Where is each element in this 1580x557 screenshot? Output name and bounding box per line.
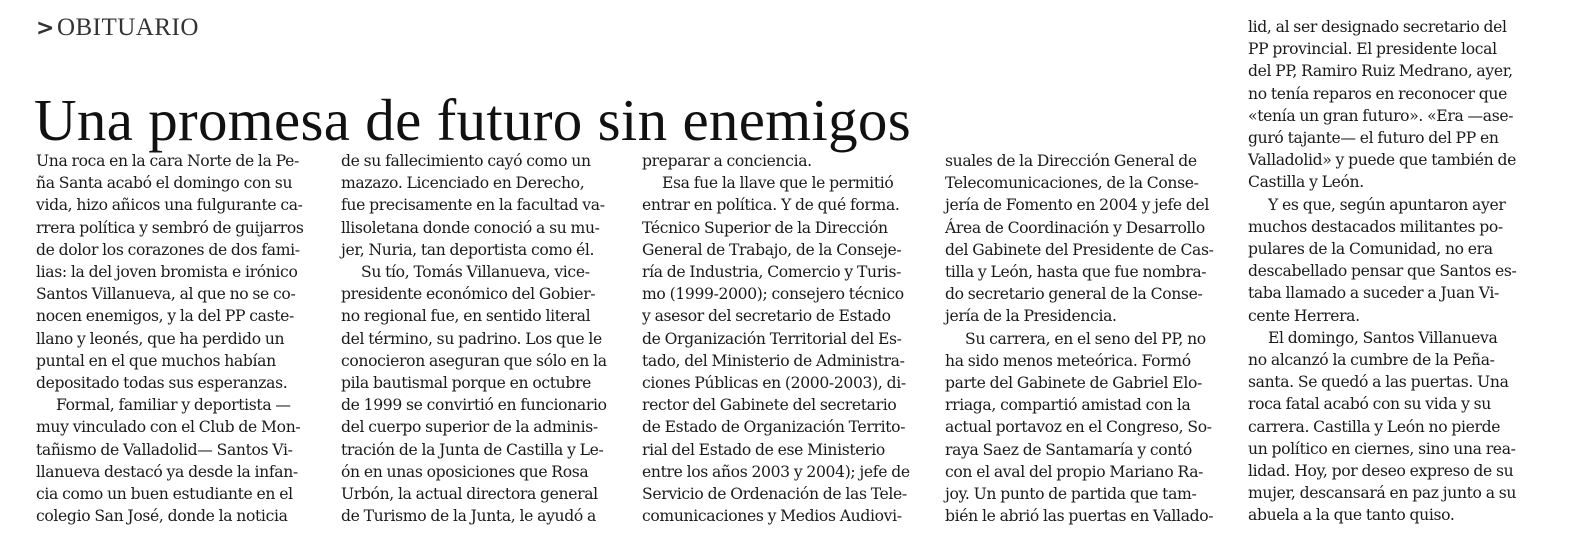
text-line: ría de Industria, Comercio y Turis- [642, 263, 902, 282]
text-line: entre los años 2003 y 2004); jefe de [642, 462, 910, 481]
article-column-5 [1248, 16, 1548, 527]
text-line: lid, al ser designado secretario del [1248, 18, 1507, 36]
text-line: ña Santa acabó el domingo con su [36, 174, 293, 193]
text-line: cia como un buen estudiante en el [36, 485, 293, 504]
text-line: taba llamado a suceder a Juan Vi- [1248, 284, 1499, 303]
text-line: jería de la Presidencia. [945, 307, 1117, 326]
text-line: descabellado pensar que Santos es- [1248, 262, 1517, 281]
text-line: lias: la del joven bromista e irónico [36, 263, 298, 282]
text-line: vida, hizo añicos una fulgurante ca- [36, 196, 303, 215]
text-line: del término, su padrino. Los que le [341, 329, 602, 348]
text-line: entrar en política. Y de qué forma. [642, 196, 900, 215]
text-line: presidente económico del Gobier- [341, 285, 596, 304]
text-line: Su carrera, en el seno del PP, no [965, 329, 1206, 348]
text-line: llisoletana donde conoció a su mu- [341, 218, 600, 237]
text-line: muy vinculado con el Club de Mon- [36, 418, 301, 437]
text-line: del PP, Ramiro Ruiz Medrano, ayer, [1248, 62, 1513, 81]
text-line: conocieron aseguran que sólo en la [341, 351, 607, 370]
text-line: del Gabinete del Presidente de Cas- [945, 240, 1214, 259]
text-line: llano y leonés, que ha perdido un [36, 329, 285, 348]
text-line: ciones Públicas en (2000-2003), di- [642, 374, 906, 393]
text-line: Castilla y León. [1248, 173, 1364, 192]
text-line: Santos Villanueva, al que no se co- [36, 285, 296, 304]
chevron-icon: > [36, 16, 55, 41]
section-name: OBITUARIO [56, 14, 199, 41]
text-line: colegio San José, donde la noticia [36, 507, 288, 526]
text-line: de dolor los corazones de dos fami- [36, 240, 300, 259]
text-line: do secretario general de la Conse- [945, 285, 1203, 304]
headline: Una promesa de futuro sin enemigos [34, 86, 911, 153]
text-line: no alcanzó la cumbre de la Peña- [1248, 351, 1495, 370]
text-line: jer, Nuria, tan deportista como él. [341, 240, 595, 259]
text-line: rial del Estado de ese Ministerio [642, 440, 885, 459]
text-line: tañismo de Valladolid— Santos Vi- [36, 440, 293, 459]
text-line: un político en ciernes, sino una rea- [1248, 439, 1516, 458]
article-column-2 [341, 150, 623, 527]
text-line: joy. Un punto de partida que tam- [945, 485, 1197, 504]
text-line: muchos destacados militantes po- [1248, 217, 1503, 236]
text-line: rriaga, compartió amistad con la [945, 396, 1191, 415]
text-line: parte del Gabinete de Gabriel Elo- [945, 374, 1202, 393]
text-line: jería de Fomento en 2004 y jefe del [945, 196, 1210, 215]
text-line: ón en unas oposiciones que Rosa [341, 462, 589, 481]
text-line: ha sido menos meteórica. Formó [945, 351, 1191, 370]
text-line: Servicio de Ordenación de las Tele- [642, 485, 907, 504]
text-line: Técnico Superior de la Dirección [642, 218, 888, 237]
article-column-4 [945, 150, 1227, 527]
text-line: mo (1999-2000); consejero técnico [642, 285, 904, 304]
text-line: tración de la Junta de Castilla y Le- [341, 440, 604, 459]
text-line: «tenía un gran futuro». «Era —ase- [1248, 106, 1514, 125]
text-line: raya Saez de Santamaría y contó [945, 440, 1192, 459]
text-line: Formal, familiar y deportista — [56, 396, 291, 415]
text-line: nocen enemigos, y la del PP caste- [36, 307, 294, 326]
text-line: con el aval del propio Mariano Ra- [945, 462, 1204, 481]
text-line: mujer, descansará en paz junto a su [1248, 484, 1517, 503]
text-line: del cuerpo superior de la adminis- [341, 418, 598, 437]
text-line: mazazo. Licenciado en Derecho, [341, 174, 585, 193]
text-line: llanueva destacó ya desde la infan- [36, 462, 298, 481]
text-line: Telecomunicaciones, de la Conse- [945, 174, 1199, 193]
text-line: de 1999 se convirtió en funcionario [341, 396, 607, 415]
text-line: General de Trabajo, de la Conseje- [642, 240, 902, 259]
text-line: Su tío, Tomás Villanueva, vice- [361, 263, 590, 282]
text-line: rrera política y sembró de guijarros [36, 218, 304, 237]
text-line: preparar a conciencia. [642, 152, 812, 170]
text-line: pila bautismal porque en octubre [341, 374, 591, 393]
article-column-1 [36, 150, 318, 527]
text-line: de Turismo de la Junta, le ayudó a [341, 507, 596, 526]
text-line: lidad. Hoy, por deseo expreso de su [1248, 462, 1514, 481]
text-line: no tenía reparos en reconocer que [1248, 84, 1507, 103]
text-line: tado, del Ministerio de Administra- [642, 351, 905, 370]
text-line: carrera. Castilla y León no pierde [1248, 417, 1501, 436]
text-line: El domingo, Santos Villanueva [1268, 328, 1498, 347]
text-line: depositado todas sus esperanzas. [36, 374, 288, 393]
text-line: abuela a la que tanto quiso. [1248, 506, 1455, 525]
text-line: actual portavoz en el Congreso, So- [945, 418, 1212, 437]
text-line: Urbón, la actual directora general [341, 485, 598, 504]
text-line: de Estado de Organización Territo- [642, 418, 906, 437]
text-line: Una roca en la cara Norte de la Pe- [36, 152, 299, 170]
text-line: de su fallecimiento cayó como un [341, 152, 591, 170]
text-line: y asesor del secretario de Estado [642, 307, 891, 326]
text-line: Valladolid» y puede que también de [1248, 151, 1516, 170]
text-line: PP provincial. El presidente local [1248, 40, 1497, 59]
text-line: no regional fue, en sentido literal [341, 307, 591, 326]
text-line: santa. Se quedó a las puertas. Una [1248, 373, 1509, 392]
text-line: Esa fue la llave que le permitió [662, 174, 894, 193]
section-label [36, 14, 199, 42]
text-line: guró tajante— el futuro del PP en [1248, 129, 1499, 148]
text-line: comunicaciones y Medios Audiovi- [642, 507, 902, 526]
text-line: bién le abrió las puertas en Vallado- [945, 507, 1214, 526]
text-line: suales de la Dirección General de [945, 152, 1197, 170]
text-line: Y es que, según apuntaron ayer [1268, 195, 1506, 214]
text-line: Área de Coordinación y Desarrollo [945, 218, 1205, 237]
text-line: tilla y León, hasta que fue nombra- [945, 263, 1207, 282]
text-line: fue precisamente en la facultad va- [341, 196, 605, 215]
text-line: pulares de la Comunidad, no era [1248, 240, 1493, 259]
text-line: rector del Gabinete del secretario [642, 396, 897, 415]
text-line: roca fatal acabó con su vida y su [1248, 395, 1491, 414]
text-line: puntal en el que muchos habían [36, 351, 276, 370]
text-line: de Organización Territorial del Es- [642, 329, 902, 348]
article-column-3 [642, 150, 924, 527]
text-line: cente Herrera. [1248, 306, 1360, 325]
